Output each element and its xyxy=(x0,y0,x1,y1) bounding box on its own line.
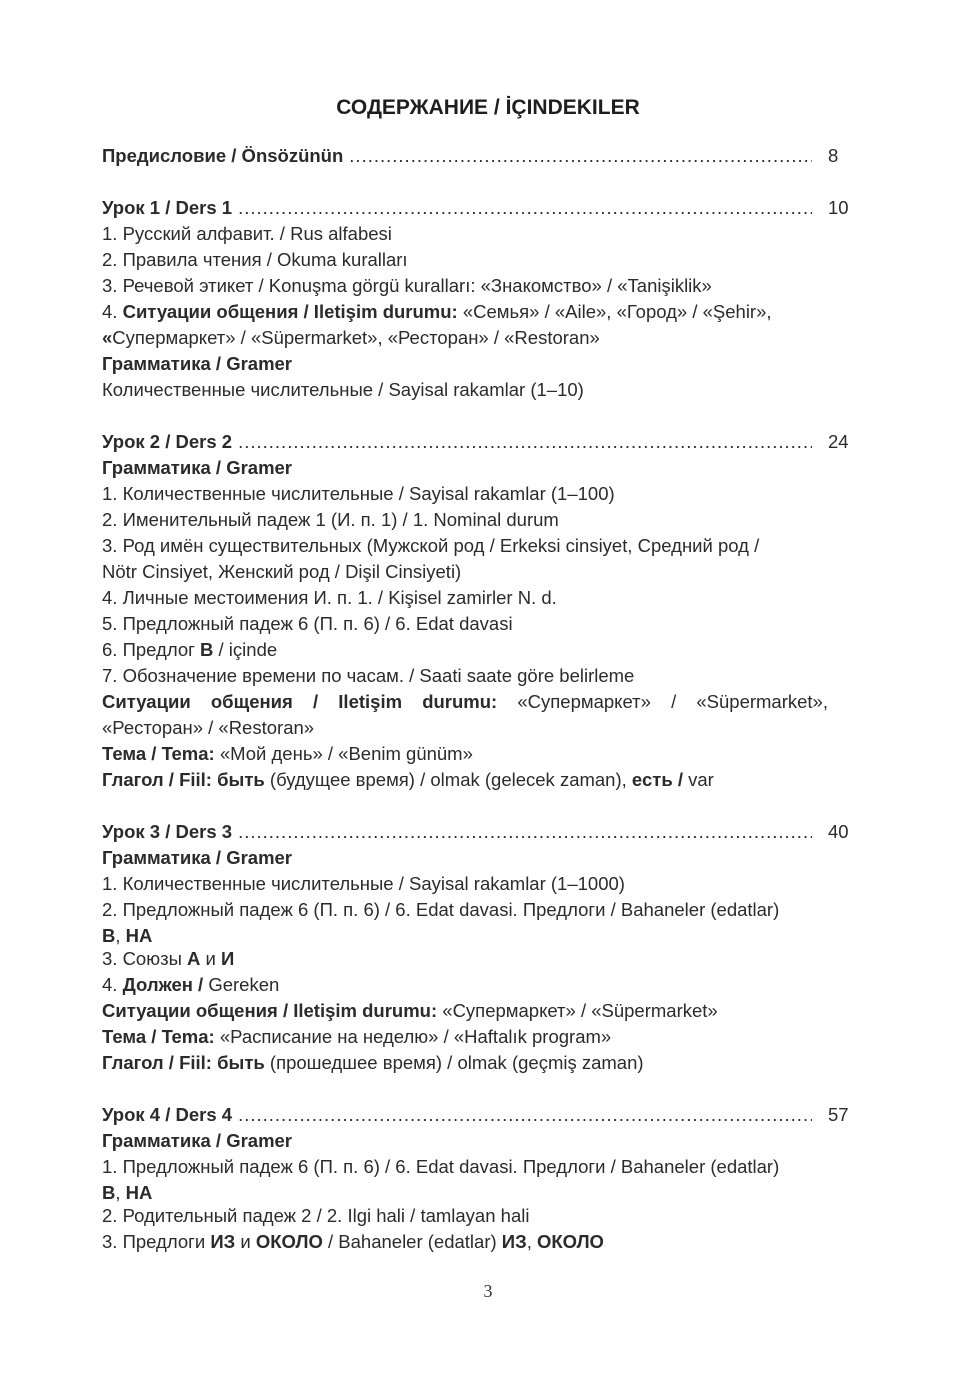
toc-page-number: 10 xyxy=(828,197,849,218)
toc-subitem: Тема / Tema: «Мой день» / «Benim günüm» xyxy=(102,743,473,764)
dot-leader xyxy=(238,819,812,845)
toc-subitem: 4. Ситуации общения / Iletişim durumu: «Семья» / «Aile», «Город» / «Şehir», xyxy=(102,301,772,322)
toc-entry-lesson-1[interactable] xyxy=(102,195,870,221)
toc-subitem: В, НА xyxy=(102,925,153,946)
dot-leader xyxy=(349,143,812,169)
toc-section-heading: Грамматика / Gramer xyxy=(102,1130,293,1151)
toc-subitem: 7. Обозначение времени по часам. / Saati saate göre belirleme xyxy=(102,665,635,686)
toc-subitem: 1. Количественные числительные / Sayisal rakamlar (1–1000) xyxy=(102,873,625,894)
toc-subitem: 2. Правила чтения / Okuma kuralları xyxy=(102,249,408,270)
toc-entry-label: Урок 1 / Ders 1 xyxy=(102,197,233,218)
toc-entry-label: Урок 3 / Ders 3 xyxy=(102,821,233,842)
dot-leader xyxy=(238,195,812,221)
toc-subitem: 3. Речевой этикет / Konuşma görgü kuralları: «Знакомство» / «Tanişiklik» xyxy=(102,275,712,296)
toc-subitem: 5. Предложный падеж 6 (П. п. 6) / 6. Edat davasi xyxy=(102,613,513,634)
toc-subitem: Глагол / Fiil: быть (прошедшее время) / olmak (geçmiş zaman) xyxy=(102,1052,644,1073)
page-title: СОДЕРЖАНИЕ / İÇINDEKILER xyxy=(336,96,640,119)
toc-entry-lesson-3[interactable] xyxy=(102,819,870,845)
toc-subitem: 2. Именительный падеж 1 (И. п. 1) / 1. Nominal durum xyxy=(102,509,559,530)
toc-subitem: 3. Союзы А и И xyxy=(102,948,235,969)
toc-entry-lesson-4[interactable] xyxy=(102,1102,870,1128)
toc-subitem: 4. Личные местоимения И. п. 1. / Kişisel zamirler N. d. xyxy=(102,587,557,608)
toc-subitem: Количественные числительные / Sayisal rakamlar (1–10) xyxy=(102,379,584,400)
toc-entry-preface[interactable] xyxy=(102,143,870,169)
toc-page-number: 24 xyxy=(828,431,849,452)
toc-section-heading: Грамматика / Gramer xyxy=(102,457,293,478)
toc-subitem: 1. Количественные числительные / Sayisal rakamlar (1–100) xyxy=(102,483,615,504)
toc-subitem: 4. Должен / Gereken xyxy=(102,974,280,995)
toc-subitem: 2. Родительный падеж 2 / 2. Ilgi hali / tamlayan hali xyxy=(102,1205,530,1226)
toc-subitem: 3. Род имён существительных (Мужской род / Erkeksi cinsiyet, Средний род / xyxy=(102,535,760,556)
toc-subitem: Ситуации общения / Iletişim durumu: «Супермаркет» / «Süpermarket» xyxy=(102,1000,718,1021)
toc-entry-label: Предисловие / Önsözünün xyxy=(102,145,344,166)
toc-subitem: «Супермаркет» / «Süpermarket», «Ресторан» / «Restoran» xyxy=(102,327,600,348)
toc-subitem: Ситуации общения / Iletişim durumu: «Супермаркет» / «Süpermarket», «Ресторан» / «Restoran» xyxy=(102,691,828,738)
table-of-contents xyxy=(102,143,870,1255)
toc-subitem: 6. Предлог В / içinde xyxy=(102,639,278,660)
toc-subitem: Nötr Cinsiyet, Женский род / Dişil Cinsiyeti) xyxy=(102,561,462,582)
dot-leader xyxy=(238,429,812,455)
toc-subitem: 1. Русский алфавит. / Rus alfabesi xyxy=(102,223,392,244)
toc-entry-label: Урок 4 / Ders 4 xyxy=(102,1104,233,1125)
toc-subitem: 2. Предложный падеж 6 (П. п. 6) / 6. Edat davasi. Предлоги / Bahaneler (edatlar) xyxy=(102,899,780,920)
toc-page-number: 8 xyxy=(828,145,839,166)
toc-subitem: 1. Предложный падеж 6 (П. п. 6) / 6. Edat davasi. Предлоги / Bahaneler (edatlar) xyxy=(102,1156,780,1177)
toc-subitem: В, НА xyxy=(102,1182,153,1203)
toc-entry-label: Урок 2 / Ders 2 xyxy=(102,431,233,452)
toc-subitem: 3. Предлоги ИЗ и ОКОЛО / Bahaneler (edatlar) ИЗ, ОКОЛО xyxy=(102,1231,604,1252)
toc-page-number: 40 xyxy=(828,821,849,842)
toc-page-number: 57 xyxy=(828,1104,849,1125)
dot-leader xyxy=(238,1102,812,1128)
page-number: 3 xyxy=(483,1281,493,1301)
toc-subitem: Глагол / Fiil: быть (будущее время) / olmak (gelecek zaman), есть / var xyxy=(102,769,714,790)
toc-section-heading: Грамматика / Gramer xyxy=(102,353,293,374)
toc-section-heading: Грамматика / Gramer xyxy=(102,847,293,868)
toc-subitem: Тема / Tema: «Расписание на неделю» / «Haftalık program» xyxy=(102,1026,612,1047)
toc-entry-lesson-2[interactable] xyxy=(102,429,870,455)
